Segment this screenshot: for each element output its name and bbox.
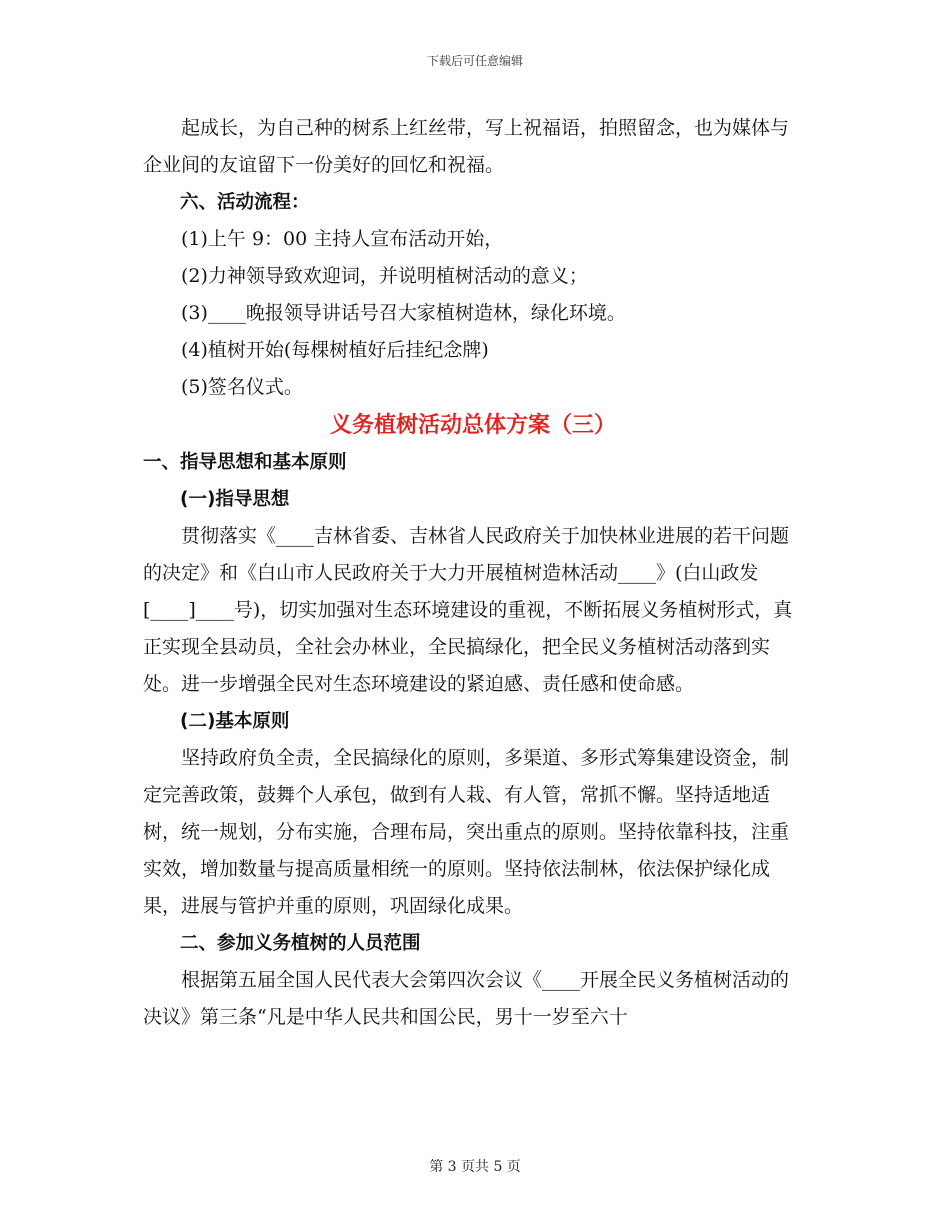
page-header: 下载后可任意编辑 <box>426 54 523 68</box>
list-item: (5)签名仪式。 <box>181 376 303 398</box>
paragraph-guiding-ideology: 贯彻落实《____吉林省委、吉林省人民政府关于加快林业进展的若干问题的决定》和《白山市人民政府关于大力开展植树造林活动____》(白山政发[____]____号)，切实加强对生态环境建设的重视，不断拓展义务植树形式，真正实现全县动员，全社会办林业，全民搞绿化，把全民义务植树活动落到实处。进一步增强全民对生态环境建设的紧迫感、责任感和使命感。 <box>143 525 793 695</box>
paragraph-basic-principles: 坚持政府负全责，全民搞绿化的原则，多渠道、多形式筹集建设资金，制定完善政策，鼓舞个人承包，做到有人栽、有人管，常抓不懈。坚持适地适树，统一规划，分布实施，合理布局，突出重点的原则。坚持依靠科技，注重实效，增加数量与提高质量相统一的原则。坚持依法制林，依法保护绿化成果，进展与管护并重的原则，巩固绿化成果。 <box>143 747 790 917</box>
subsection-guiding-ideology: (一)指导思想 <box>180 489 290 510</box>
section-2-heading: 二、参加义务植树的人员范围 <box>180 933 421 954</box>
list-item: (4)植树开始(每棵树植好后挂纪念牌) <box>181 339 489 361</box>
paragraph-participants: 根据第五届全国人民代表大会第四次会议《____开展全民义务植树活动的决议》第三条“凡是中华人民共和国公民，男十一岁至六十 <box>143 969 790 1028</box>
list-item: (1)上午 9：00 主持人宣布活动开始， <box>181 228 504 250</box>
activity-flow-list <box>143 221 803 406</box>
document-body <box>143 110 803 1036</box>
page-footer: 第 3 页共 5 页 <box>429 1159 521 1175</box>
subsection-basic-principles: (二)基本原则 <box>180 711 290 732</box>
document-title: 义务植树活动总体方案（三） <box>329 413 616 438</box>
list-item: (3)____晚报领导讲话号召大家植树造林，绿化环境。 <box>181 302 626 324</box>
continued-paragraph: 起成长，为自己种的树系上红丝带，写上祝福语，拍照留念，也为媒体与企业间的友谊留下一份美好的回忆和祝福。 <box>143 117 790 176</box>
section-6-heading: 六、活动流程： <box>180 192 310 213</box>
section-1-heading: 一、指导思想和基本原则 <box>143 452 347 473</box>
list-item: (2)力神领导致欢迎词，并说明植树活动的意义； <box>181 265 588 287</box>
